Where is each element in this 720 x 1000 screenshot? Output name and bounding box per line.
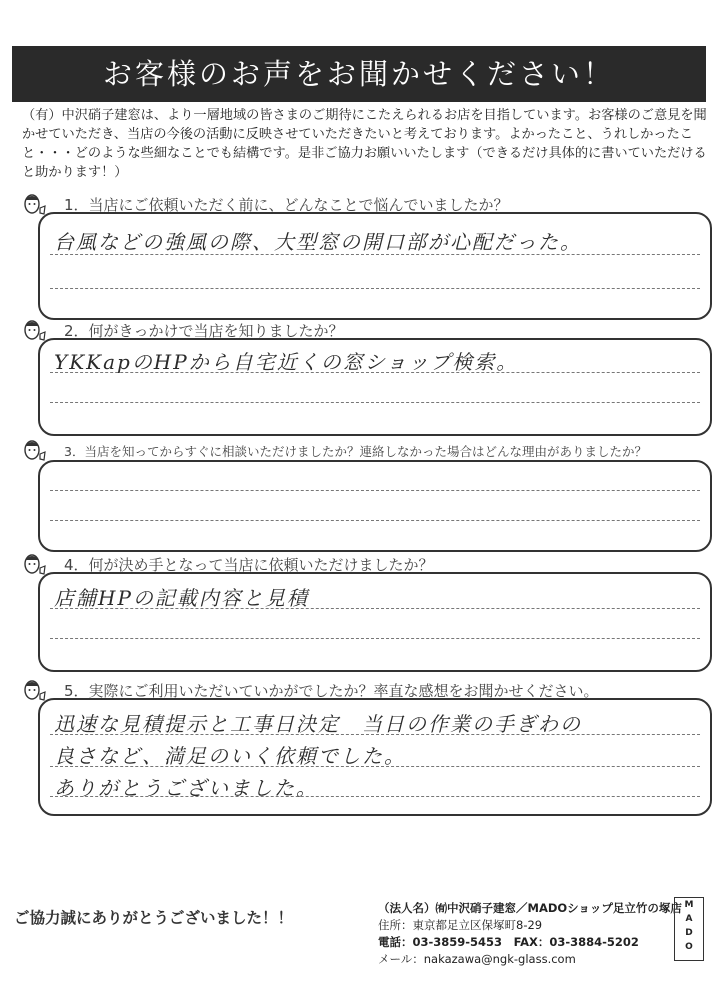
answer-2-line-1: YKKapのHPから自宅近くの窓ショップ検索。 bbox=[54, 350, 519, 374]
face-icon bbox=[20, 438, 48, 464]
mado-logo bbox=[674, 897, 704, 961]
company-email: メール：nakazawa@ngk-glass.com bbox=[378, 952, 576, 966]
question-1 bbox=[20, 192, 710, 254]
company-info bbox=[378, 900, 682, 968]
company-address: 住所：東京都足立区保塚町8-29 bbox=[378, 918, 543, 932]
question-3-label: 3．当店を知ってからすぐに相談いただけましたか？連絡しなかった場合はどんな理由がありましたか？ bbox=[64, 444, 647, 459]
logo-letter-a: A bbox=[685, 914, 693, 924]
question-3 bbox=[20, 438, 710, 462]
intro-text: （有）中沢硝子建窓は、より一層地域の皆さまのご期待にこたえられるお店を目指しています。お客様のご意見を聞かせていただき、当店の今後の活動に反映させていただきたいと考えております。よかったこと、うれしかったこと・・・どのような些細なことでも結構です。是非ご協力お願いいたします（できるだけ具体的に書いていただけると助かります！） bbox=[22, 108, 707, 180]
question-5-label: 5．実際にご利用いただいていかがでしたか？率直な感想をお聞かせください。 bbox=[64, 682, 599, 700]
question-1-label: 1．当店にご依頼いただく前に、どんなことで悩んでいましたか？ bbox=[64, 196, 509, 214]
answer-5-line-2: 良さなど、満足のいく依頼でした。 bbox=[54, 744, 406, 768]
question-4 bbox=[20, 552, 710, 610]
answer-box-4 bbox=[38, 572, 712, 672]
logo-letter-o: O bbox=[685, 942, 693, 952]
thanks-message: ご協力誠にありがとうございました！！ bbox=[14, 909, 294, 927]
answer-5-line-1: 迅速な見積提示と工事日決定 当日の作業の手ぎわの bbox=[54, 712, 582, 736]
answer-1-line-1: 台風などの強風の際、大型窓の開口部が心配だった。 bbox=[54, 230, 582, 254]
logo-letter-d: D bbox=[685, 928, 693, 938]
company-name: （法人名）㈲中沢硝子建窓／MADOショップ足立竹の塚店 bbox=[378, 901, 682, 915]
page-title: お客様のお声をお聞かせください！ bbox=[12, 46, 706, 102]
question-4-label: 4．何が決め手となって当店に依頼いただけましたか？ bbox=[64, 556, 434, 574]
answer-4-line-1: 店舗HPの記載内容と見積 bbox=[54, 586, 309, 610]
logo-letter-m: M bbox=[684, 900, 694, 910]
question-5 bbox=[20, 678, 710, 800]
question-2 bbox=[20, 318, 710, 374]
company-phone: 電話：03-3859-5453 FAX：03-3884-5202 bbox=[378, 935, 639, 949]
question-2-label: 2．何がきっかけで当店を知りましたか？ bbox=[64, 322, 344, 340]
answer-box-2 bbox=[38, 338, 712, 436]
answer-box-1 bbox=[38, 212, 712, 320]
answer-box-5 bbox=[38, 698, 712, 816]
answer-box-3 bbox=[38, 460, 712, 552]
answer-5-line-3: ありがとうございました。 bbox=[54, 776, 318, 800]
